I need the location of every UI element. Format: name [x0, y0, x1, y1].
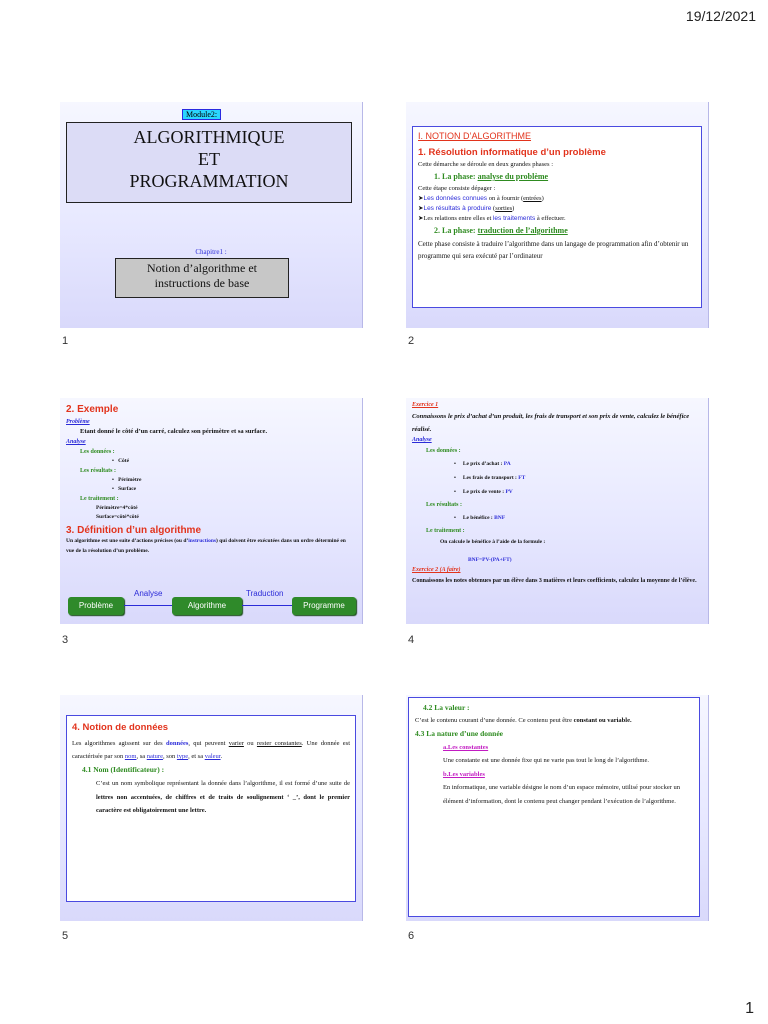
- title-line-3: PROGRAMMATION: [129, 171, 289, 191]
- treatment-text: On calcule le bénéfice à l’aide de la formule :: [440, 539, 546, 545]
- slide-number: 1: [62, 335, 69, 347]
- definition-heading: 3. Définition d’un algorithme: [66, 525, 201, 536]
- analysis-label: Analyse: [412, 437, 432, 443]
- data-label: Les données :: [80, 449, 115, 455]
- slide-number: 2: [408, 335, 415, 347]
- slide-number: 4: [408, 634, 415, 646]
- exercise-1-label: Exercice 1: [412, 402, 439, 408]
- bullet-inputs: ➤Les données connues on à fournir (entrées): [418, 195, 544, 202]
- slide-4: [406, 398, 709, 624]
- exercise-2-text: Connaissons les notes obtenues par un élève dans 3 matières et leurs coefficients, calculez la moyenne de l’élève.: [412, 578, 697, 584]
- nature-heading: 4.3 La nature d’une donnée: [415, 729, 504, 738]
- variables-text: En informatique, une variable désigne le nom d’un espace mémoire, utilisé pour stocker un élément d’information, dont le contenu peut changer pendant l’exécution de l’algorithme.: [443, 784, 680, 805]
- slide-3: [60, 398, 363, 624]
- phase-2-desc: Cette phase consiste à traduire l’algorithme dans un langage de programmation afin d’obtenir un programme qui sera exécuté par l’ordinateur: [418, 240, 689, 260]
- slide-6: [406, 695, 709, 921]
- slide-number: 5: [62, 930, 69, 942]
- title-box: [66, 122, 352, 203]
- phase-2-title: [434, 224, 696, 238]
- phase-2-prefix: 2. La phase:: [434, 226, 478, 235]
- constants-text: Une constante est une donnée fixe qui ne varie pas tout le long de l’algorithme.: [443, 757, 649, 764]
- data-item: • Le prix d’achat : PA: [454, 461, 511, 467]
- bullet-arrow-icon: ➤: [418, 205, 424, 212]
- page-number: 1: [745, 1000, 754, 1017]
- identifier-text: C’est un nom symbolique représentant la donnée dans l’algorithme, il est formé d’une suite de lettres non accentuées, de chiffres et de traits de soulignement ‘ _’, dont le premier caractère est obligatoirement une lettre.: [96, 780, 350, 814]
- bullet-arrow-icon: ➤: [418, 215, 424, 222]
- title-line-1: ALGORITHMIQUE: [133, 127, 285, 147]
- flow-label-translation: Traduction: [246, 589, 284, 598]
- phase-1-prefix: 1. La phase:: [434, 172, 478, 181]
- treatment-label: Le traitement :: [426, 528, 465, 534]
- definition-text: Un algorithme est une suite d’actions précises (ou d’instructions) qui doivent être exécutées dans un ordre déterminé en vue de la résolution d’un problème.: [66, 538, 346, 554]
- problem-label: Problème: [66, 419, 90, 425]
- bullet-arrow-icon: ➤: [418, 195, 424, 202]
- phase-1-desc: Cette étape consiste dépager :: [418, 185, 496, 192]
- flow-arrow-2: [242, 605, 292, 606]
- sub-heading: 1. Résolution informatique d’un problème: [418, 147, 606, 158]
- results-label: Les résultats :: [80, 468, 116, 474]
- slide-1: [60, 102, 363, 328]
- result-item: • Surface: [112, 486, 137, 492]
- data-item: • Côté: [112, 458, 130, 464]
- notion-line-2: instructions de base: [154, 276, 250, 290]
- variables-label: b.Les variables: [443, 771, 485, 778]
- notion-box: [115, 258, 289, 298]
- data-intro-text: Les algorithmes agissent sur des données, qui peuvent varier ou rester constantes. Une donnée est caractérisée par son nom, sa nature, son type, et sa valeur.: [72, 740, 350, 760]
- print-date: 19/12/2021: [685, 8, 756, 24]
- exercise-2-label: Exercice 2 (A faire): [412, 567, 461, 573]
- slide-number: 6: [408, 930, 415, 942]
- notion-line-1: Notion d’algorithme et: [147, 261, 257, 275]
- content-frame: [408, 697, 700, 917]
- slide-number: 3: [62, 634, 69, 646]
- treatment-item: Surface=côté*côté: [96, 514, 139, 520]
- slide-2: [406, 102, 709, 328]
- phase-1-title: [434, 170, 696, 184]
- value-heading: 4.2 La valeur :: [423, 703, 470, 712]
- bullet-outputs: ➤Les résultats à produire (sorties): [418, 205, 515, 212]
- content-frame: [412, 126, 702, 308]
- flow-label-analysis: Analyse: [134, 589, 163, 598]
- bullet-relations: ➤Les relations entre elles et les traitements à effectuer.: [418, 215, 566, 222]
- problem-text: Etant donné le côté d’un carré, calculez son périmètre et sa surface.: [80, 428, 268, 435]
- results-label: Les résultats :: [426, 502, 462, 508]
- value-text: C’est le contenu courant d’une donnée. Ce contenu peut être constant ou variable.: [415, 717, 632, 724]
- treatment-item: Périmètre=4*côté: [96, 505, 138, 511]
- result-item: • Périmètre: [112, 477, 142, 483]
- data-item: • Le prix de vente : PV: [454, 489, 513, 495]
- phase-1-link: analyse du problème: [477, 172, 549, 181]
- flow-box-program: Programme: [292, 597, 356, 615]
- example-heading: 2. Exemple: [66, 404, 119, 415]
- intro-text: Cette démarche se déroule en deux grandes phases :: [418, 161, 554, 168]
- analysis-label: Analyse: [66, 439, 86, 445]
- formula: BNF=PV-(PA+FT): [468, 557, 512, 563]
- treatment-label: Le traitement :: [80, 496, 119, 502]
- flow-arrow-1: [124, 605, 172, 606]
- module-label: Module2:: [182, 109, 221, 120]
- constants-label: a.Les constantes: [443, 744, 489, 751]
- flow-box-problem: Problème: [68, 597, 124, 615]
- section-heading: I. NOTION D’ALGORITHME: [418, 131, 532, 141]
- result-item: • Le bénéfice : BNF: [454, 515, 506, 521]
- flow-box-algorithm: Algorithme: [172, 597, 242, 615]
- chapter-label: Chapitre1 :: [195, 248, 227, 256]
- phase-2-link: traduction de l’algorithme: [477, 226, 568, 235]
- section-heading: 4. Notion de données: [72, 722, 169, 733]
- title-line-2: ET: [198, 149, 220, 169]
- content-frame: [66, 715, 356, 902]
- slide-5: [60, 695, 363, 921]
- exercise-1-text: Connaissons le prix d’achat d’un produit, les frais de transport et son prix de vente, calculez le bénéfice réalisé.: [412, 413, 690, 433]
- data-item: • Les frais de transport : FT: [454, 475, 526, 481]
- subsection-heading: 4.1 Nom (Identificateur) :: [82, 765, 165, 774]
- data-label: Les données :: [426, 448, 461, 454]
